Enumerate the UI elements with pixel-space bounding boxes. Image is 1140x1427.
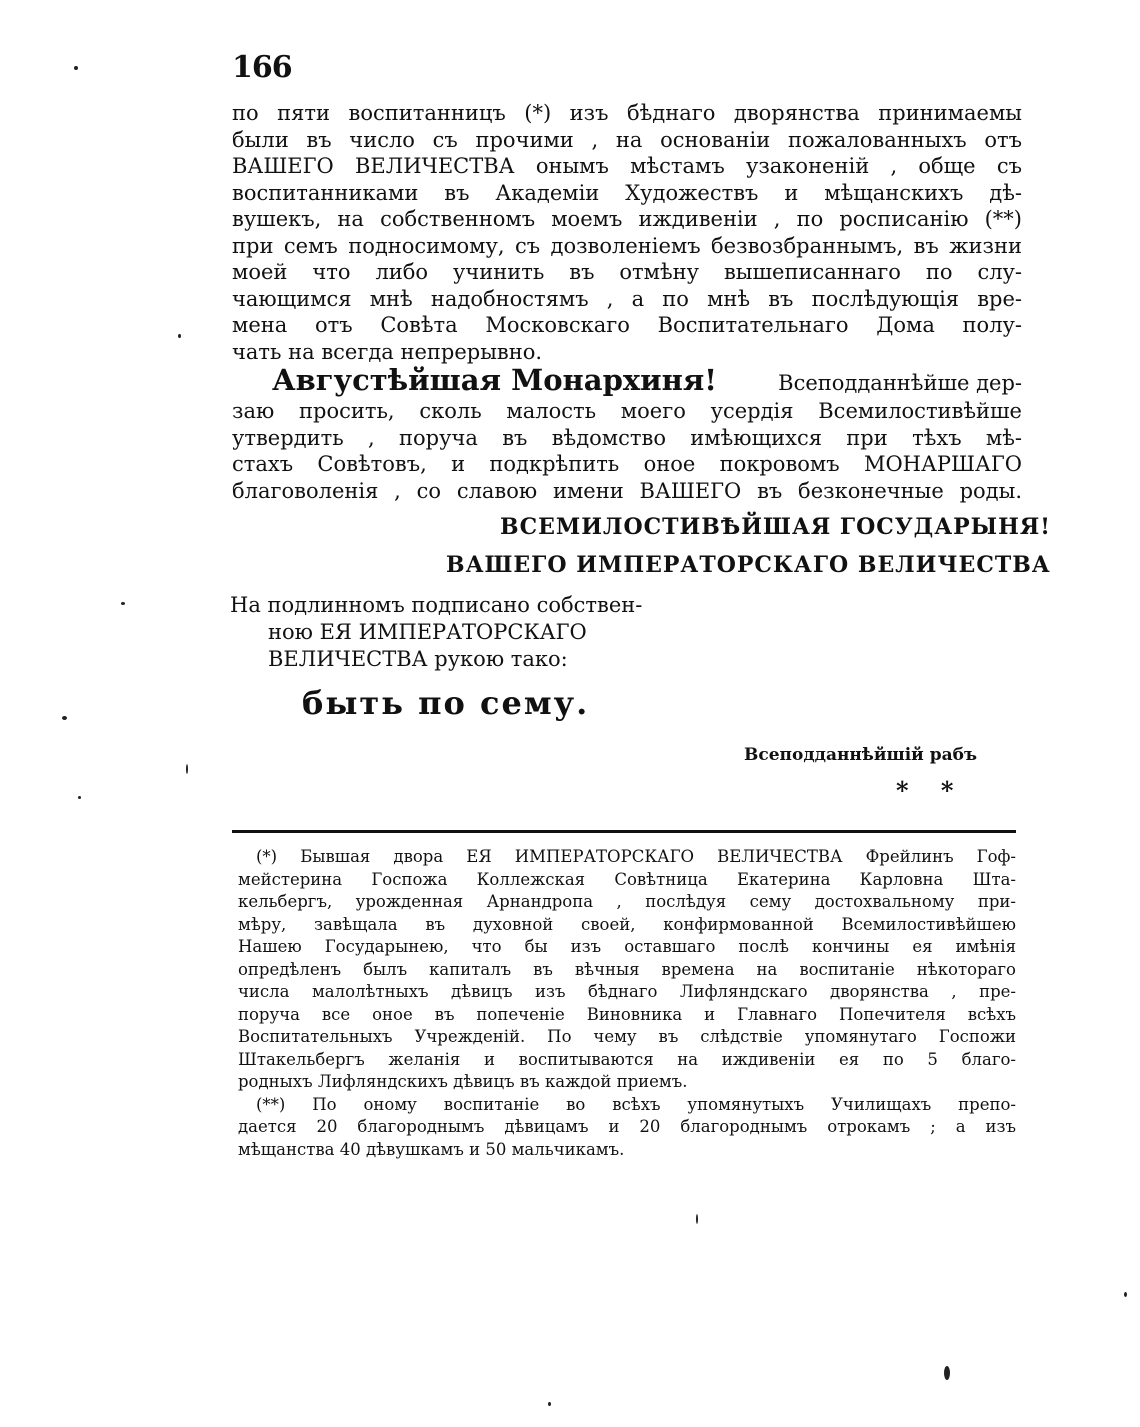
paragraph-line: чающимся мнѣ надобностямъ , а по мнѣ въ послѣдующія вре- <box>232 286 1022 311</box>
appeal-first-rest: Всеподданнѣйше дер- <box>778 371 1022 395</box>
scan-speck <box>944 1366 950 1380</box>
signature-asterisks: * * <box>896 776 966 805</box>
paragraph-line: были въ число съ прочими , на основаніи пожалованныхъ отъ <box>232 127 1022 152</box>
footnote-line: мѣру, завѣщала въ духовной своей, конфирмованной Всемилостивѣйшею <box>238 914 1016 934</box>
majesty-line: ВАШЕГО ИМПЕРАТОРСКАГО ВЕЛИЧЕСТВА <box>446 552 1051 578</box>
scan-speck <box>1124 1292 1127 1297</box>
footnote-line: числа малолѣтныхъ дѣвицъ изъ бѣднаго Лифляндскаго дворянства , пре- <box>238 982 1016 1001</box>
scan-speck <box>178 334 181 338</box>
footnote-line: мѣщанства 40 дѣвушкамъ и 50 мальчикамъ. <box>238 1139 625 1159</box>
note-line: ВЕЛИЧЕСТВА рукою тако: <box>268 647 568 671</box>
paragraph-line: воспитанниками въ Академіи Художествъ и мѣщанскихъ дѣ- <box>232 180 1022 205</box>
scan-speck <box>78 796 81 799</box>
scan-speck <box>74 66 78 70</box>
footnote-line: опредѣленъ былъ капиталъ въ вѣчныя времена на воспитаніе нѣкотораго <box>238 959 1016 979</box>
footnote-divider <box>232 830 1016 833</box>
paragraph-line: моей что либо учинить въ отмѣну вышеписаннаго по слу- <box>232 260 1022 284</box>
appeal-first-line <box>232 362 1022 398</box>
footnotes <box>238 846 1016 1161</box>
scan-speck <box>696 1214 698 1224</box>
paragraph-line: по пяти воспитанницъ (*) изъ бѣднаго дворянства принимаемы <box>232 101 1022 125</box>
footnote-line: поруча все оное въ попеченіе Виновника и Главнаго Попечителя всѣхъ <box>238 1004 1016 1024</box>
appeal-lead: Августѣйшая Монархиня! <box>272 363 718 397</box>
note-line: ною ЕЯ ИМПЕРАТОРСКАГО <box>268 620 587 644</box>
footnote-line: дается 20 благороднымъ дѣвицамъ и 20 благороднымъ отрокамъ ; а изъ <box>238 1117 1016 1136</box>
appeal-line: утвердить , поруча въ вѣдомство имѣющихся при тѣхъ мѣ- <box>232 425 1022 450</box>
scan-speck <box>121 602 125 605</box>
footnote-line: Воспитательныхъ Учрежденій. По чему въ слѣдствіе упомянутаго Госпожи <box>238 1027 1016 1046</box>
footnote-line: (**) По оному воспитаніе во всѣхъ упомянутыхъ Училищахъ препо- <box>256 1094 1016 1114</box>
footnote-line: мейстерина Госпожа Коллежская Совѣтница Екатерина Карловна Шта- <box>238 869 1016 889</box>
paragraph-line: чать на всегда непрерывно. <box>232 339 543 364</box>
appeal-line: стахъ Совѣтовъ, и подкрѣпить оное покровомъ МОНАРШАГО <box>232 452 1022 476</box>
note-line: На подлинномъ подписано собствен- <box>230 593 643 617</box>
imperial-resolution: быть по сему. <box>302 684 590 722</box>
appeal-paragraph <box>232 362 1022 504</box>
main-paragraph <box>232 100 1022 365</box>
scan-speck <box>62 716 67 720</box>
scan-speck <box>548 1402 551 1406</box>
footnote-line: кельбергъ, урожденная Арнандропа , послѣдуя сему достохвальному при- <box>238 892 1016 911</box>
page-number: 166 <box>232 50 292 85</box>
paragraph-line: при семъ подносимому, съ дозволеніемъ безвозбраннымъ, въ жизни <box>232 233 1022 258</box>
footnote-line: Нашею Государынею, что бы изъ оставшаго послѣ кончины ея имѣнія <box>238 937 1016 956</box>
paragraph-line: ВАШЕГО ВЕЛИЧЕСТВА онымъ мѣстамъ узаконеній , обще съ <box>232 154 1022 178</box>
footnote-line: Штакельбергъ желанія и воспитываются на иждивеніи ея по 5 благо- <box>238 1049 1016 1069</box>
salutation: ВСЕМИЛОСТИВѢЙШАЯ ГОСУДАРЫНЯ! <box>500 514 1051 540</box>
paragraph-line: вушекъ, на собственномъ моемъ иждивеніи , по росписанію (**) <box>232 207 1022 231</box>
appeal-line: благоволенія , со славою имени ВАШЕГО въ безконечные роды. <box>232 478 1022 503</box>
original-signed-note <box>230 592 700 673</box>
paragraph-line: мена отъ Совѣта Московскаго Воспитательнаго Дома полу- <box>232 313 1022 337</box>
footnote-line: (*) Бывшая двора ЕЯ ИМПЕРАТОРСКАГО ВЕЛИЧЕСТВА Фрейлинъ Гоф- <box>256 847 1016 866</box>
scan-speck <box>186 764 188 774</box>
footnote-line: родныхъ Лифляндскихъ дѣвицъ въ каждой приемъ. <box>238 1072 688 1091</box>
signature-line: Всеподданнѣйшій рабъ <box>744 745 977 765</box>
appeal-line: заю просить, сколь малость моего усердія Всемилостивѣйше <box>232 399 1022 423</box>
